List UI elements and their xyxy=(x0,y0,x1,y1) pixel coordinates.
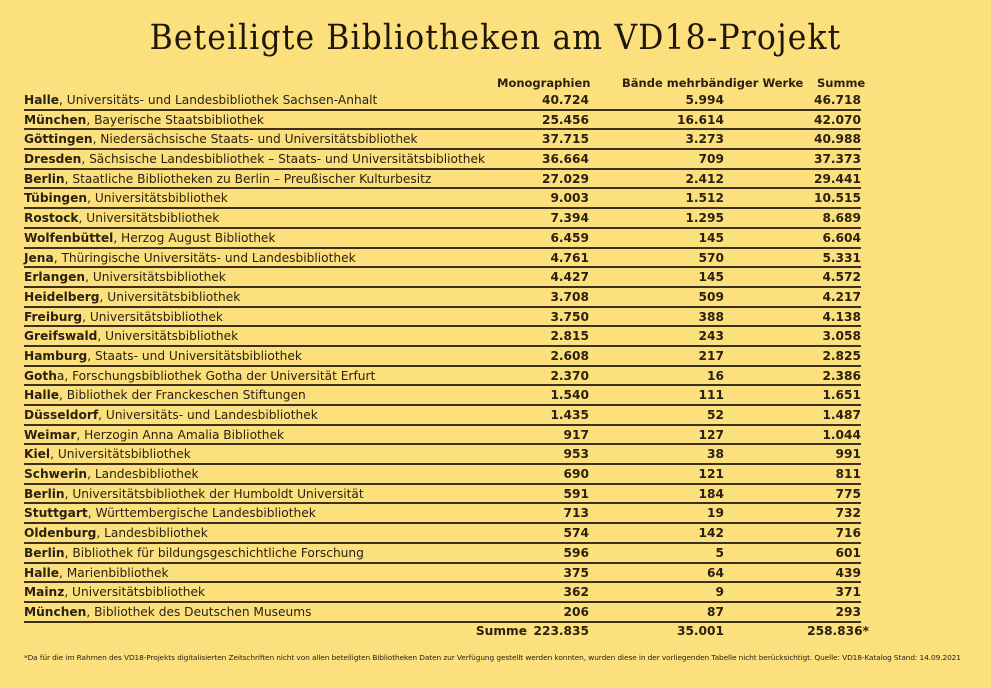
cell-baende: 111 xyxy=(698,388,724,403)
cell-monographien: 3.750 xyxy=(550,309,589,324)
table-row xyxy=(24,426,861,446)
cell-baende: 121 xyxy=(698,467,724,482)
cell-baende: 52 xyxy=(707,408,724,422)
table-row xyxy=(24,249,861,269)
table-row xyxy=(24,189,861,209)
cell-baende: 388 xyxy=(698,309,724,324)
cell-baende: 509 xyxy=(698,289,724,304)
library-institution: , Universitätsbibliothek der Humboldt Universität xyxy=(64,486,364,501)
cell-baende: 1.295 xyxy=(685,211,724,226)
cell-baende: 16.614 xyxy=(676,112,724,127)
cell-summe: 1.044 xyxy=(822,427,861,442)
cell-monographien: 953 xyxy=(563,447,589,462)
cell-baende: 5.994 xyxy=(685,93,724,107)
library-name xyxy=(24,426,284,444)
cell-monographien: 362 xyxy=(563,585,589,600)
cell-baende: 184 xyxy=(698,486,724,501)
cell-summe: 4.138 xyxy=(822,309,861,324)
library-city: Dresden xyxy=(24,152,82,167)
table-row xyxy=(24,150,861,170)
library-institution: , Landesbibliothek xyxy=(96,526,208,541)
library-institution: , Universitätsbibliothek xyxy=(87,191,228,206)
library-name xyxy=(24,504,316,522)
cell-baende: 217 xyxy=(698,348,724,363)
table-row xyxy=(24,229,861,249)
cell-summe: 29.441 xyxy=(813,171,861,186)
library-institution: , Staats- und Universitätsbibliothek xyxy=(87,348,302,363)
library-city: Heidelberg xyxy=(24,289,100,304)
library-city: Kiel xyxy=(24,447,51,462)
cell-summe: 2.386 xyxy=(822,368,861,383)
table-row xyxy=(24,91,861,111)
library-institution: , Universitätsbibliothek xyxy=(50,447,191,462)
cell-monographien: 591 xyxy=(563,486,589,501)
cell-baende: 2.412 xyxy=(685,171,724,186)
library-city: Göttingen xyxy=(24,132,93,147)
cell-baende: 9 xyxy=(715,585,724,600)
library-institution: , Staatliche Bibliotheken zu Berlin – Preußischer Kulturbesitz xyxy=(64,171,432,186)
library-name xyxy=(24,485,364,503)
library-city: Schwerin xyxy=(24,467,88,482)
table-row xyxy=(24,170,861,190)
library-city: München xyxy=(24,112,87,127)
cell-baende: 1.512 xyxy=(685,191,724,206)
library-institution: , Herzogin Anna Amalia Bibliothek xyxy=(76,427,285,442)
cell-monographien: 574 xyxy=(563,526,589,541)
cell-summe: 991 xyxy=(835,447,861,462)
column-header-baende: Bände mehrbändiger Werke xyxy=(622,76,804,90)
table-row xyxy=(24,583,861,603)
cell-baende: 3.273 xyxy=(685,132,724,147)
table-row xyxy=(24,130,861,150)
column-header-monographien: Monographien xyxy=(497,76,591,90)
table-row xyxy=(24,111,861,131)
library-institution: , Universitätsbibliothek xyxy=(85,270,226,285)
library-city: Hamburg xyxy=(24,348,88,363)
cell-summe: 10.515 xyxy=(813,191,861,206)
library-institution: , Bibliothek des Deutschen Museums xyxy=(86,604,312,619)
cell-summe: 811 xyxy=(835,467,861,482)
cell-summe: 1.651 xyxy=(822,388,861,403)
cell-baende: 243 xyxy=(698,329,724,344)
table-row xyxy=(24,504,861,524)
library-name xyxy=(24,465,199,483)
library-city: Berlin xyxy=(24,545,65,560)
column-header-summe: Summe xyxy=(817,76,866,90)
cell-monographien: 1.435 xyxy=(550,408,589,422)
table-row xyxy=(24,268,861,288)
table-row xyxy=(24,386,861,406)
library-name xyxy=(24,386,306,404)
table-row xyxy=(24,347,861,367)
library-city: Berlin xyxy=(24,171,65,186)
cell-monographien: 690 xyxy=(563,467,589,482)
library-name xyxy=(24,288,240,306)
library-institution: , Marienbibliothek xyxy=(59,565,169,580)
table-row xyxy=(24,406,861,426)
cell-monographien: 713 xyxy=(563,506,589,521)
library-city: München xyxy=(24,604,87,619)
cell-baende: 16 xyxy=(707,368,724,383)
table-row xyxy=(24,564,861,584)
cell-monographien: 2.370 xyxy=(550,368,589,383)
library-city: Halle xyxy=(24,93,60,107)
library-name xyxy=(24,209,219,227)
cell-summe: 732 xyxy=(835,506,861,521)
cell-summe: 601 xyxy=(835,545,861,560)
library-name xyxy=(24,249,356,267)
cell-monographien: 2.815 xyxy=(550,329,589,344)
cell-monographien: 917 xyxy=(563,427,589,442)
library-table xyxy=(24,91,861,623)
library-institution: a, Forschungsbibliothek Gotha der Universität Erfurt xyxy=(56,368,376,383)
cell-summe: 40.988 xyxy=(813,132,861,147)
library-institution: , Bibliothek der Franckeschen Stiftungen xyxy=(59,388,306,403)
cell-baende: 19 xyxy=(707,506,724,521)
cell-baende: 5 xyxy=(715,545,724,560)
library-institution: , Universitätsbibliothek xyxy=(78,211,220,226)
library-city: Berlin xyxy=(24,486,65,501)
cell-summe: 42.070 xyxy=(813,112,861,127)
library-institution: , Württembergische Landesbibliothek xyxy=(87,506,316,521)
cell-baende: 64 xyxy=(707,565,724,580)
table-row xyxy=(24,603,861,623)
library-name xyxy=(24,564,169,582)
library-city: Jena xyxy=(24,250,54,265)
cell-monographien: 1.540 xyxy=(550,388,589,403)
cell-summe: 46.718 xyxy=(813,93,861,107)
library-name xyxy=(24,189,228,207)
cell-monographien: 2.608 xyxy=(550,348,589,363)
library-name xyxy=(24,406,318,424)
cell-baende: 709 xyxy=(698,152,724,167)
library-name xyxy=(24,347,302,365)
library-institution: , Universitäts- und Landesbibliothek Sachsen-Anhalt xyxy=(59,93,378,107)
library-institution: , Landesbibliothek xyxy=(87,467,199,482)
table-row xyxy=(24,288,861,308)
library-name xyxy=(24,308,223,326)
library-city: Tübingen xyxy=(24,191,88,206)
library-city: Halle xyxy=(24,565,60,580)
totals-label: Summe xyxy=(475,624,527,638)
library-name xyxy=(24,268,226,286)
cell-summe: 775 xyxy=(835,486,861,501)
library-name xyxy=(24,603,311,621)
table-row xyxy=(24,367,861,387)
library-institution: , Universitäts- und Landesbibliothek xyxy=(98,408,318,422)
library-city: Mainz xyxy=(24,585,65,600)
library-name xyxy=(24,327,238,345)
cell-summe: 6.604 xyxy=(822,230,861,245)
footnote: *Da für die im Rahmen des VD18-Projekts digitalisierten Zeitschriften nicht von allen beteiligten Bibliotheken Daten zur Verfügung gestellt werden konnten, wurden diese in der vorliegenden Tabelle nicht berücksichtigt. Quelle: VD18-Katalog Stand: 14.09.2021 xyxy=(24,653,961,662)
totals-baende: 35.001 xyxy=(676,624,724,638)
table-row xyxy=(24,524,861,544)
library-institution: , Sächsische Landesbibliothek – Staats- und Universitätsbibliothek xyxy=(81,152,486,167)
cell-summe: 1.487 xyxy=(822,408,861,422)
cell-summe: 716 xyxy=(835,526,861,541)
table-row xyxy=(24,445,861,465)
cell-monographien: 36.664 xyxy=(541,152,589,167)
library-name xyxy=(24,229,276,247)
library-city: Greifswald xyxy=(24,329,98,344)
library-institution: , Bibliothek für bildungsgeschichtliche Forschung xyxy=(64,545,364,560)
library-city: Halle xyxy=(24,388,60,403)
library-name xyxy=(24,524,208,542)
cell-baende: 87 xyxy=(707,604,724,619)
library-name xyxy=(24,91,377,109)
library-city: Erlangen xyxy=(24,270,86,285)
cell-summe: 37.373 xyxy=(813,152,861,167)
library-name xyxy=(24,130,418,148)
library-name xyxy=(24,583,205,601)
library-institution: , Universitätsbibliothek xyxy=(82,309,223,324)
cell-summe: 3.058 xyxy=(822,329,861,344)
table-row xyxy=(24,485,861,505)
library-city: Goth xyxy=(24,368,57,383)
cell-monographien: 27.029 xyxy=(541,171,589,186)
cell-baende: 570 xyxy=(698,250,724,265)
library-institution: , Universitätsbibliothek xyxy=(97,329,239,344)
totals-row xyxy=(24,621,869,641)
library-name xyxy=(24,367,375,385)
cell-monographien: 206 xyxy=(563,604,589,619)
cell-monographien: 9.003 xyxy=(550,191,589,206)
library-institution: , Bayerische Staatsbibliothek xyxy=(86,112,264,127)
library-city: Oldenburg xyxy=(24,526,97,541)
library-city: Freiburg xyxy=(24,309,83,324)
library-city: Weimar xyxy=(24,427,77,442)
library-name xyxy=(24,150,485,168)
cell-baende: 127 xyxy=(698,427,724,442)
library-city: Stuttgart xyxy=(24,506,88,521)
table-row xyxy=(24,465,861,485)
cell-summe: 4.217 xyxy=(822,289,861,304)
library-institution: , Universitätsbibliothek xyxy=(99,289,241,304)
cell-monographien: 7.394 xyxy=(550,211,589,226)
library-city: Wolfenbüttel xyxy=(24,230,114,245)
library-institution: , Universitätsbibliothek xyxy=(64,585,206,600)
library-city: Rostock xyxy=(24,211,79,226)
totals-summe: 258.836* xyxy=(807,624,869,638)
library-name xyxy=(24,445,191,463)
cell-monographien: 4.427 xyxy=(550,270,589,285)
cell-monographien: 375 xyxy=(563,565,589,580)
library-institution: , Thüringische Universitäts- und Landesbibliothek xyxy=(53,250,356,265)
cell-monographien: 596 xyxy=(563,545,589,560)
cell-summe: 439 xyxy=(835,565,861,580)
totals-monographien: 223.835 xyxy=(533,624,589,638)
cell-summe: 8.689 xyxy=(822,211,861,226)
cell-monographien: 6.459 xyxy=(550,230,589,245)
cell-summe: 5.331 xyxy=(822,250,861,265)
cell-summe: 371 xyxy=(835,585,861,600)
library-institution: , Niedersächsische Staats- und Universitätsbibliothek xyxy=(92,132,418,147)
table-row xyxy=(24,209,861,229)
cell-baende: 145 xyxy=(698,230,724,245)
library-name xyxy=(24,544,364,562)
cell-summe: 293 xyxy=(835,604,861,619)
cell-monographien: 40.724 xyxy=(541,93,589,107)
page-title: Beteiligte Bibliotheken am VD18-Projekt xyxy=(149,18,842,58)
cell-monographien: 4.761 xyxy=(550,250,589,265)
cell-baende: 38 xyxy=(707,447,724,462)
cell-baende: 145 xyxy=(698,270,724,285)
cell-baende: 142 xyxy=(698,526,724,541)
library-name xyxy=(24,111,264,129)
cell-monographien: 3.708 xyxy=(550,289,589,304)
library-name xyxy=(24,170,431,188)
library-institution: , Herzog August Bibliothek xyxy=(113,230,276,245)
table-row xyxy=(24,308,861,328)
cell-summe: 4.572 xyxy=(822,270,861,285)
cell-summe: 2.825 xyxy=(822,348,861,363)
table-row xyxy=(24,327,861,347)
cell-monographien: 25.456 xyxy=(541,112,589,127)
library-city: Düsseldorf xyxy=(24,408,99,422)
cell-monographien: 37.715 xyxy=(541,132,589,147)
table-row xyxy=(24,544,861,564)
